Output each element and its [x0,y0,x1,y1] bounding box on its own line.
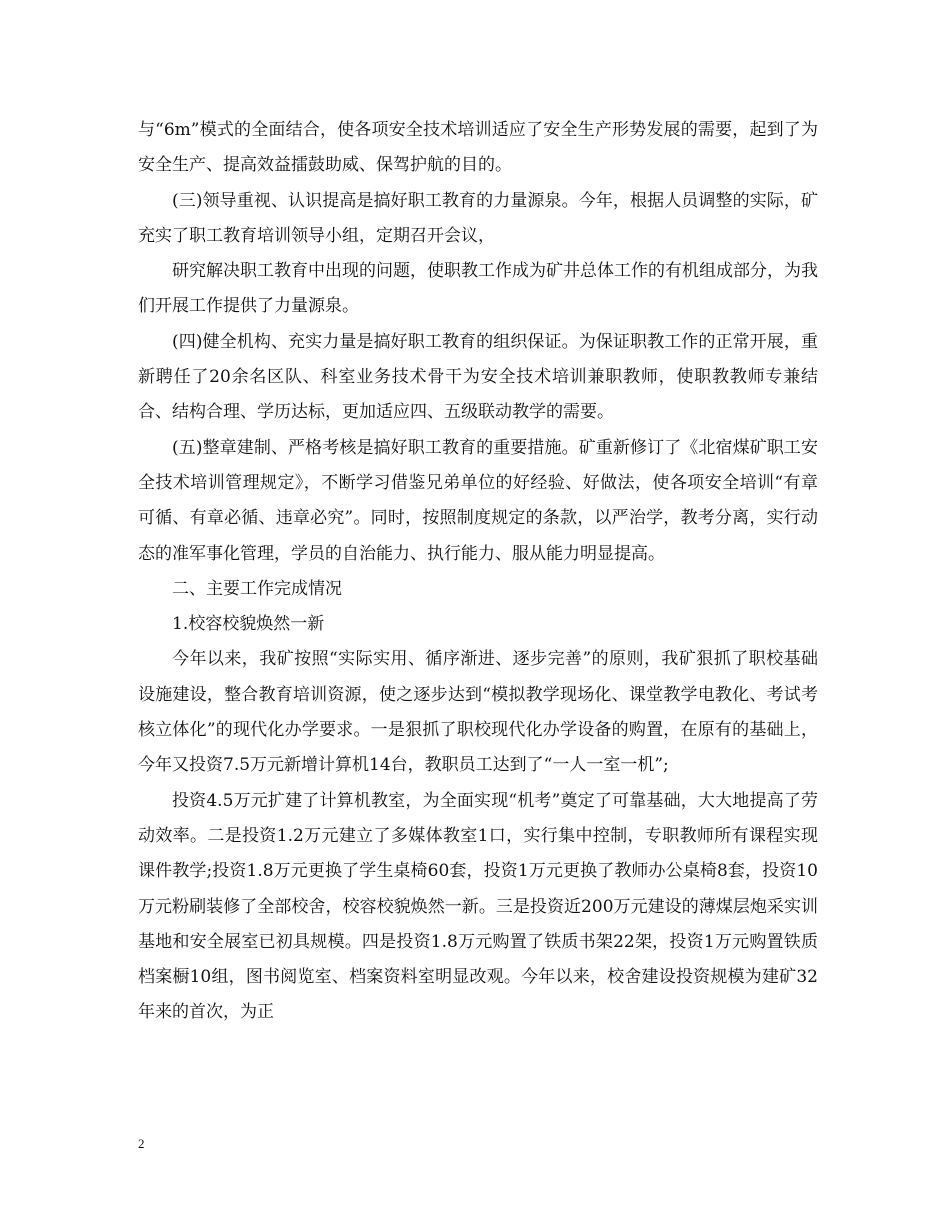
body-text [138,113,818,1031]
paragraph: 1.校容校貌焕然一新 [172,614,325,635]
paragraph: (五)整章建制、严格考核是搞好职工教育的重要措施。矿重新修订了《北宿煤矿职工安全技术培训管理规定》，不断学习借鉴兄弟单位的好经验、好做法，使各项安全培训“有章可循、有章必循、违章必究”。同时，按照制度规定的条款，以严治学，教考分离，实行动态的准军事化管理，学员的自治能力、执行能力、服从能力明显提高。 [138,437,818,564]
paragraph: 研究解决职工教育中出现的问题，使职教工作成为矿井总体工作的有机组成部分，为我们开展工作提供了力量源泉。 [138,261,818,317]
paragraph: 投资4.5万元扩建了计算机教室，为全面实现“机考”奠定了可靠基础，大大地提高了劳动效率。二是投资1.2万元建立了多媒体教室1口，实行集中控制，专职教师所有课程实现课件教学;投资1.8万元更换了学生桌椅60套，投资1万元更换了教师办公桌椅8套，投资10万元粉刷装修了全部校舍，校容校貌焕然一新。三是投资近200万元建设的薄煤层炮采实训基地和安全展室已初具规模。四是投资1.8万元购置了铁质书架22架，投资1万元购置铁质档案橱10组，图书阅览室、档案资料室明显改观。今年以来，校舍建设投资规模为建矿32年来的首次，为正 [138,790,818,1023]
paragraph: 今年以来，我矿按照“实际实用、循序渐进、逐步完善”的原则，我矿狠抓了职校基础设施建设，整合教育培训资源，使之逐步达到“模拟教学现场化、课堂教学电教化、考试考核立体化”的现代化办学要求。一是狠抓了职校现代化办学设备的购置，在原有的基础上，今年又投资7.5万元新增计算机14台，教职员工达到了“一人一室一机”; [138,649,818,776]
paragraph: 与“6m”模式的全面结合，使各项安全技术培训适应了安全生产形势发展的需要，起到了为安全生产、提高效益擂鼓助威、保驾护航的目的。 [138,120,818,176]
page-number: 2 [138,1136,145,1151]
paragraph: 二、主要工作完成情况 [172,578,342,599]
paragraph: (四)健全机构、充实力量是搞好职工教育的组织保证。为保证职教工作的正常开展，重新聘任了20余名区队、科室业务技术骨干为安全技术培训兼职教师，使职教教师专兼结合、结构合理、学历达标，更加适应四、五级联动教学的需要。 [138,331,818,423]
paragraph: (三)领导重视、认识提高是搞好职工教育的力量源泉。今年，根据人员调整的实际，矿充实了职工教育培训领导小组，定期召开会议， [138,190,818,246]
